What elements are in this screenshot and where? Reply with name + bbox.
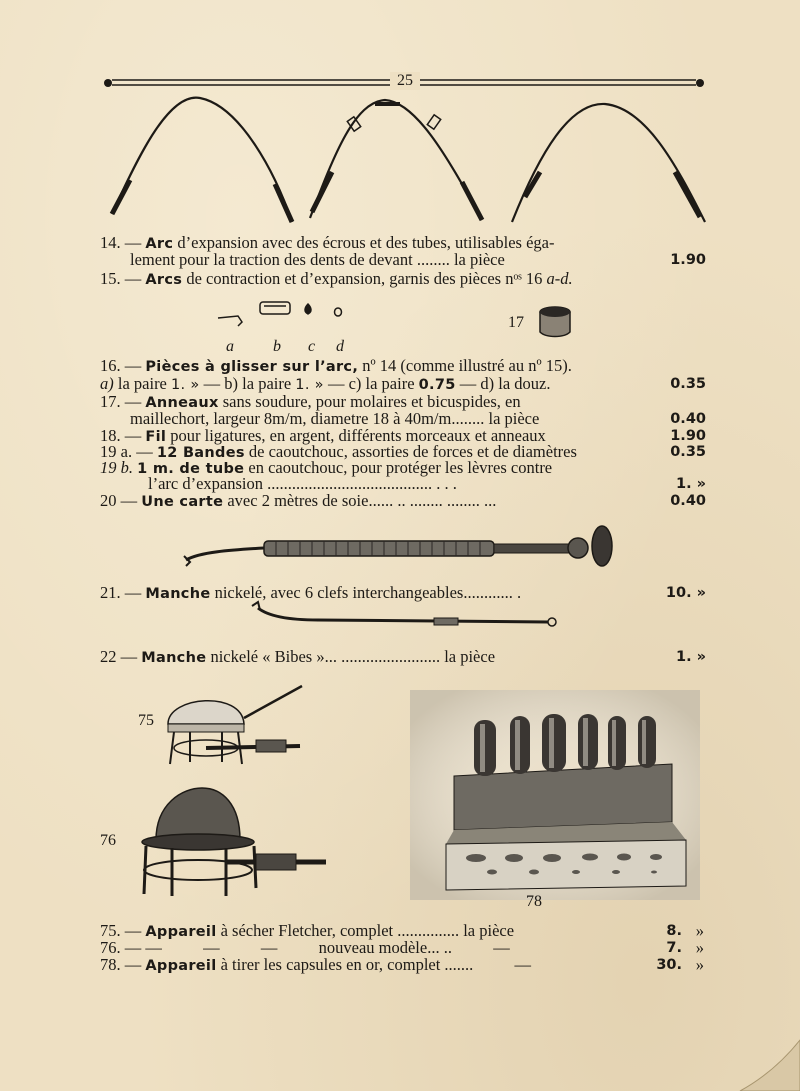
item-15-number: 15. — [100, 269, 142, 288]
fig-78-label: 78 [526, 893, 542, 910]
capsule-drawing-apparatus-illustration [410, 690, 700, 900]
fig-a-label: a [226, 338, 234, 355]
item-21-name: Manche [145, 586, 211, 602]
item-14-description-2: lement pour la traction des dents de devant ........ la pièce [130, 250, 505, 269]
item-18-price: 1.90 [670, 428, 706, 444]
page-number: 25 [390, 72, 420, 90]
item-16-name: Pièces à glisser sur l’arc, [145, 359, 359, 375]
page-curl [730, 1040, 800, 1091]
item-19b-description-2: l’arc d’expansion ........................................ . . . [148, 474, 457, 493]
variant-a-price: 1. » [171, 377, 200, 393]
fig-b-label: b [273, 338, 281, 355]
item-16-number: 16. — [100, 356, 142, 375]
item-19a-description: de caoutchouc, assorties de forces et de diamètres [248, 442, 577, 461]
item-78-description: à tirer les capsules en or, complet ....... — [220, 955, 532, 974]
item-75-name: Appareil [145, 924, 217, 940]
item-19b-price: 1. » [675, 476, 706, 492]
fig-17-label: 17 [508, 314, 524, 331]
item-21-number: 21. — [100, 583, 142, 602]
item-18-description: pour ligatures, en argent, différents morceaux et anneaux [170, 426, 546, 445]
variant-b-text: la paire [242, 374, 292, 393]
item-19a-number: 19 a. — [100, 442, 153, 461]
item-75-price: 8. [666, 923, 682, 939]
item-22-line [100, 648, 712, 667]
item-16-description: nº 14 (comme illustré au nº 15). [362, 356, 572, 375]
item-19a-price: 0.35 [670, 444, 706, 460]
fig-75-label: 75 [138, 712, 154, 729]
item-20-number: 20 — [100, 491, 138, 510]
variant-c-text: la paire [365, 374, 415, 393]
fig-76-label: 76 [100, 832, 116, 849]
item-78-name: Appareil [145, 958, 217, 974]
item-75-number: 75. — [100, 921, 142, 940]
item-21-description: nickelé, avec 6 clefs interchangeables............ . [214, 583, 522, 602]
item-22-price: 1. » [675, 649, 706, 665]
item-14-description: d’expansion avec des écrous et des tubes, utilisables éga- [177, 233, 555, 252]
item-18-number: 18. — [100, 426, 142, 445]
fig-d-label: d [336, 338, 344, 355]
variant-d-text: la douz. [498, 374, 551, 393]
new-model-dryer-illustration [136, 784, 336, 904]
item-15-name: Arcs [145, 272, 183, 288]
bibes-handle-illustration [248, 598, 568, 634]
item-19b-description: en caoutchouc, pour protéger les lèvres contre [248, 458, 553, 477]
item-22-description: nickelé « Bibes »... ........................ la pièce [210, 647, 496, 666]
variant-d-price: 0.35 [670, 376, 706, 392]
item-76-description: — — — nouveau modèle... .. — [145, 938, 510, 957]
item-20-line [100, 492, 712, 511]
item-20-description: avec 2 mètres de soie...... .. ........ ........ ... [227, 491, 497, 510]
variant-a-marker: a) [100, 374, 114, 393]
item-76-number: 76. — [100, 938, 142, 957]
item-17-number: 17. — [100, 392, 142, 411]
item-17-price: 0.40 [670, 411, 706, 427]
item-17-description: sans soudure, pour molaires et bicuspides, en [222, 392, 521, 411]
item-15-description: de contraction et d’expansion, garnis des pièces nᵒˢ 16 [186, 269, 543, 288]
item-78-number: 78. — [100, 955, 142, 974]
item-75-unit: » [695, 921, 704, 940]
item-76-price: 7. [666, 940, 682, 956]
item-17-name: Anneaux [145, 395, 219, 411]
item-14-number: 14. — [100, 233, 142, 252]
item-78-price: 30. [656, 957, 682, 973]
variant-c-price: 0.75 [418, 377, 456, 393]
variant-c-marker: — c) [327, 374, 362, 393]
item-19b-number: 19 b. [100, 458, 133, 477]
variant-a-text: la paire [117, 374, 167, 393]
item-78-line [100, 956, 712, 975]
variant-d-marker: — d) [459, 374, 495, 393]
item-75-description: à sécher Fletcher, complet ............... la pièce [220, 921, 515, 940]
item-19a-name: 12 Bandes [156, 445, 245, 461]
item-14-price: 1.90 [670, 252, 706, 268]
item-22-name: Manche [141, 650, 207, 666]
item-22-number: 22 — [100, 647, 138, 666]
item-76-unit: » [695, 938, 704, 957]
expansion-arches-illustration [100, 92, 720, 232]
item-17-description-2: maillechort, largeur 8m/m, diametre 18 à 40m/m........ la pièce [130, 409, 540, 428]
item-20-price: 0.40 [670, 493, 706, 509]
item-78-unit: » [695, 955, 704, 974]
variant-b-price: 1. » [295, 377, 324, 393]
handle-with-keys-illustration [180, 522, 630, 572]
fletcher-dryer-illustration [160, 682, 310, 774]
item-20-name: Une carte [141, 494, 224, 510]
item-15-ref: a-d. [546, 269, 573, 288]
variant-b-marker: — b) [203, 374, 239, 393]
sliding-pieces-illustration [210, 298, 610, 342]
item-18-name: Fil [145, 429, 167, 445]
item-21-price: 10. » [665, 585, 706, 601]
fig-c-label: c [308, 338, 316, 355]
item-14-name: Arc [145, 236, 174, 252]
item-15-line [100, 270, 712, 289]
item-14-line-2 [130, 251, 712, 269]
item-19b-name: 1 m. de tube [137, 461, 245, 477]
